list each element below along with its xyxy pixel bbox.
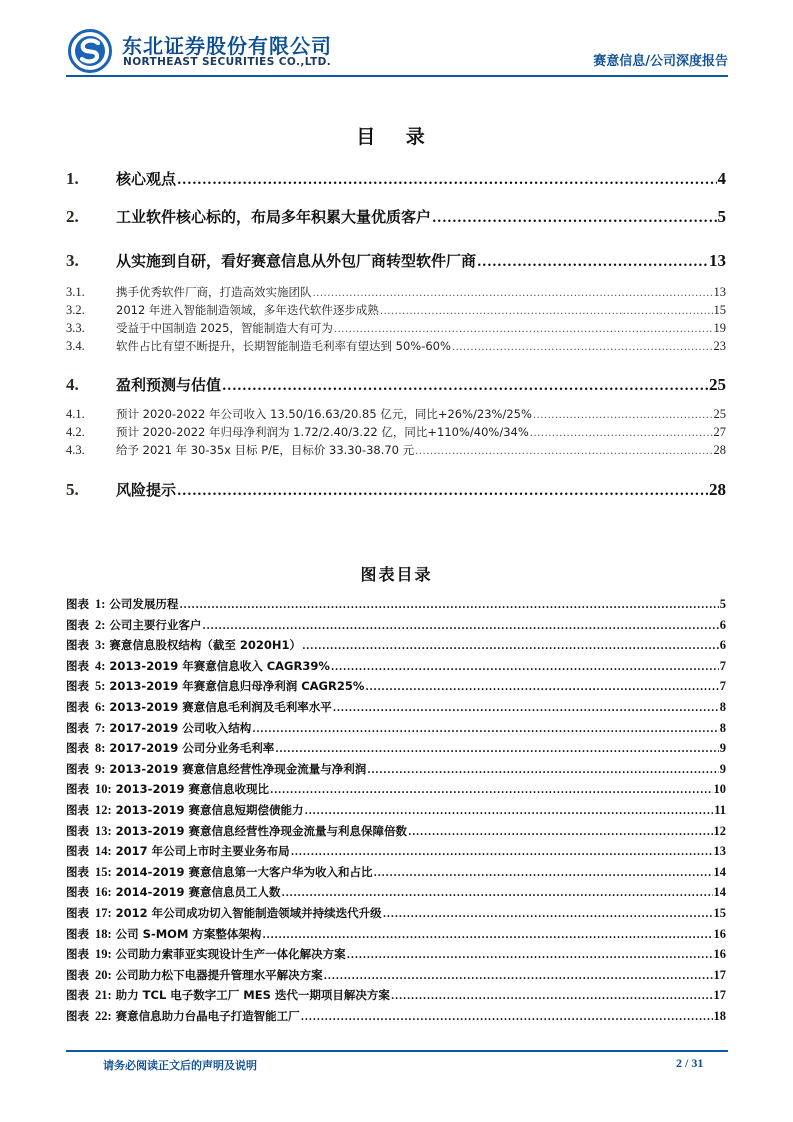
dot-leader xyxy=(452,342,713,353)
toc-entry-number: 3. xyxy=(66,251,79,270)
dot-leader xyxy=(365,682,718,693)
toc-entry-page: 27 xyxy=(713,425,726,439)
figure-label: 图表 xyxy=(66,617,89,632)
dot-leader xyxy=(415,446,712,457)
dot-leader xyxy=(179,600,718,611)
figure-entry[interactable] xyxy=(66,720,726,741)
figure-page: 16 xyxy=(713,947,726,962)
toc-entry-title: 预计 2020-2022 年公司收入 13.50/16.63/20.85 亿元，同比+26%/23%/25% xyxy=(116,407,532,421)
toc-entry-page: 19 xyxy=(713,321,726,335)
toc-entry-title: 从实施到自研，看好赛意信息从外包厂商转型软件厂商 xyxy=(116,252,477,270)
figure-entry[interactable] xyxy=(66,637,726,658)
figure-title: 助力 TCL 电子数字工厂 MES 迭代一期项目解决方案 xyxy=(115,988,390,1003)
figure-number: 22: xyxy=(95,1008,112,1023)
figure-title: 2013-2019 年赛意信息收入 CAGR39% xyxy=(109,658,330,673)
figure-number: 17: xyxy=(95,905,112,920)
dot-leader xyxy=(367,765,719,776)
figure-title: 2014-2019 赛意信息第一大客户华为收入和占比 xyxy=(115,864,373,879)
figure-page: 18 xyxy=(713,1008,726,1023)
figure-entry[interactable] xyxy=(66,781,726,802)
toc-subentry[interactable] xyxy=(66,284,726,302)
dot-leader xyxy=(275,744,719,755)
figure-number: 7: xyxy=(95,720,106,735)
figure-number: 6: xyxy=(95,699,106,714)
figure-list xyxy=(66,596,726,1028)
figure-title: 2013-2019 年赛意信息归母净利润 CAGR25% xyxy=(109,679,365,694)
dot-leader xyxy=(380,306,713,317)
figure-number: 10: xyxy=(95,782,112,797)
figure-entry[interactable] xyxy=(66,761,726,782)
dot-leader xyxy=(313,288,713,299)
toc-subentry[interactable] xyxy=(66,320,726,338)
toc-section-2 xyxy=(66,206,726,226)
toc-section-5 xyxy=(66,479,726,499)
toc-entry[interactable] xyxy=(66,168,726,188)
figure-number: 5: xyxy=(95,679,106,694)
figure-entry[interactable] xyxy=(66,987,726,1008)
figure-entry[interactable] xyxy=(66,905,726,926)
dot-leader xyxy=(301,1012,713,1023)
figure-page: 7 xyxy=(719,658,726,673)
figure-title: 赛意信息助力台晶电子打造智能工厂 xyxy=(115,1008,300,1023)
northeast-securities-logo-icon xyxy=(68,29,112,73)
page-header xyxy=(66,26,728,78)
figure-page: 10 xyxy=(713,782,726,797)
figure-title: 2014-2019 赛意信息员工人数 xyxy=(115,885,281,900)
figure-page: 8 xyxy=(719,720,726,735)
toc-entry-number: 4.1. xyxy=(66,407,85,421)
toc-entry-page: 23 xyxy=(713,339,726,353)
dot-leader xyxy=(252,724,719,735)
dot-leader xyxy=(281,888,712,899)
figure-title: 公司助力索菲亚实现设计生产一体化解决方案 xyxy=(115,947,346,962)
figure-label: 图表 xyxy=(66,1008,89,1023)
figure-title: 公司助力松下电器提升管理水平解决方案 xyxy=(115,967,323,982)
figure-number: 2: xyxy=(95,617,106,632)
toc-entry-title: 受益于中国制造 2025，智能制造大有可为 xyxy=(116,321,333,335)
figure-entry[interactable] xyxy=(66,926,726,947)
figure-entry[interactable] xyxy=(66,596,726,617)
toc-entry-page: 13 xyxy=(709,251,726,270)
page-number: 2 / 31 xyxy=(676,1056,704,1070)
toc-entry-number: 4. xyxy=(66,375,79,394)
figure-number: 16: xyxy=(95,885,112,900)
figure-page: 15 xyxy=(713,905,726,920)
dot-leader xyxy=(177,484,708,499)
figure-entry[interactable] xyxy=(66,740,726,761)
figure-label: 图表 xyxy=(66,864,89,879)
toc-entry-title: 预计 2020-2022 年归母净利润为 1.72/2.40/3.22 亿，同比+110%/40%/34% xyxy=(116,425,529,439)
dot-leader xyxy=(222,379,708,394)
figure-entry[interactable] xyxy=(66,884,726,905)
figure-number: 12: xyxy=(95,802,112,817)
dot-leader xyxy=(177,173,716,188)
figure-title: 公司 S-MOM 方案整体架构 xyxy=(115,926,262,941)
figure-entry[interactable] xyxy=(66,678,726,699)
toc-entry-title: 携手优秀软件厂商，打造高效实施团队 xyxy=(116,285,312,299)
figure-entry[interactable] xyxy=(66,802,726,823)
dot-leader xyxy=(530,428,713,439)
toc-entry[interactable] xyxy=(66,206,726,226)
figure-list-title: 图表目录 xyxy=(360,565,433,584)
dot-leader xyxy=(334,324,713,335)
figure-page: 16 xyxy=(713,926,726,941)
report-label: 赛意信息/公司深度报告 xyxy=(593,54,728,69)
figure-entry[interactable] xyxy=(66,946,726,967)
figure-entry[interactable] xyxy=(66,864,726,885)
dot-leader xyxy=(291,847,713,858)
toc-entry-page: 25 xyxy=(709,375,726,394)
toc-entry-title: 给予 2021 年 30-35x 目标 P/E，目标价 33.30-38.70 元 xyxy=(116,443,415,457)
dot-leader xyxy=(304,806,713,817)
figure-page: 9 xyxy=(719,761,726,776)
dot-leader xyxy=(432,211,716,226)
header-divider xyxy=(66,75,728,77)
figure-number: 8: xyxy=(95,741,106,756)
figure-title: 2013-2019 赛意信息毛利润及毛利率水平 xyxy=(109,699,332,714)
toc-subentry[interactable] xyxy=(66,406,726,424)
toc-subentry[interactable] xyxy=(66,424,726,442)
dot-leader xyxy=(262,930,712,941)
figure-number: 15: xyxy=(95,864,112,879)
figure-page: 12 xyxy=(713,823,726,838)
figure-page: 9 xyxy=(719,741,726,756)
figure-page: 7 xyxy=(719,679,726,694)
figure-label: 图表 xyxy=(66,823,89,838)
toc-entry-page: 15 xyxy=(713,303,726,317)
toc-entry-page: 4 xyxy=(717,169,726,188)
toc-entry-number: 2. xyxy=(66,207,79,226)
toc-entry-page: 13 xyxy=(713,285,726,299)
figure-page: 14 xyxy=(713,864,726,879)
toc-entry-page: 28 xyxy=(709,480,726,499)
toc-entry-number: 3.2. xyxy=(66,303,85,317)
figure-entry[interactable] xyxy=(66,699,726,720)
figure-entry[interactable] xyxy=(66,967,726,988)
footer-divider xyxy=(66,1050,728,1052)
toc-entry-number: 3.4. xyxy=(66,339,85,353)
figure-page: 8 xyxy=(719,699,726,714)
dot-leader xyxy=(373,868,712,879)
toc-entry[interactable] xyxy=(66,374,726,394)
figure-title: 公司发展历程 xyxy=(109,597,179,611)
toc-title: 目 录 xyxy=(356,126,437,148)
toc-entry-page: 28 xyxy=(713,443,726,457)
toc-entry-number: 4.3. xyxy=(66,443,85,457)
toc-section-4 xyxy=(66,374,726,394)
figure-label: 图表 xyxy=(66,926,89,941)
dot-leader xyxy=(391,991,713,1002)
figure-page: 11 xyxy=(714,802,726,817)
toc-entry-title: 核心观点 xyxy=(116,170,177,188)
toc-entry-page: 25 xyxy=(713,407,726,421)
figure-label: 图表 xyxy=(66,741,89,756)
figure-title: 2013-2019 赛意信息短期偿债能力 xyxy=(115,802,304,817)
figure-page: 17 xyxy=(713,988,726,1003)
toc-entry-title: 风险提示 xyxy=(116,481,177,499)
figure-label: 图表 xyxy=(66,947,89,962)
figure-title: 2013-2019 赛意信息经营性净现金流量与净利润 xyxy=(109,761,367,776)
toc-entry[interactable] xyxy=(66,479,726,499)
figure-page: 13 xyxy=(713,844,726,859)
dot-leader xyxy=(347,950,713,961)
figure-label: 图表 xyxy=(66,905,89,920)
figure-entry[interactable] xyxy=(66,1008,726,1029)
dot-leader xyxy=(477,255,708,270)
toc-subentry[interactable] xyxy=(66,338,726,356)
toc-entry-title: 工业软件核心标的，布局多年积累大量优质客户 xyxy=(116,208,432,226)
brand-name-cn: 东北证券股份有限公司 xyxy=(122,34,332,58)
figure-label: 图表 xyxy=(66,638,89,653)
toc-entry-title: 盈利预测与估值 xyxy=(116,376,222,394)
toc-entry-number: 5. xyxy=(66,480,79,499)
figure-page: 6 xyxy=(719,617,726,632)
figure-number: 14: xyxy=(95,844,112,859)
figure-label: 图表 xyxy=(66,658,89,673)
figure-label: 图表 xyxy=(66,782,89,797)
toc-entry[interactable] xyxy=(66,250,726,270)
figure-label: 图表 xyxy=(66,699,89,714)
toc-subentry[interactable] xyxy=(66,442,726,460)
brand-name-en: NORTHEAST SECURITIES CO.,LTD. xyxy=(123,56,332,68)
figure-title: 2013-2019 赛意信息经营性净现金流量与利息保障倍数 xyxy=(115,823,407,838)
toc-entry-number: 4.2. xyxy=(66,425,85,439)
figure-title: 2017 年公司上市时主要业务布局 xyxy=(115,844,290,859)
toc-subsections-4 xyxy=(66,406,726,460)
figure-entry[interactable] xyxy=(66,617,726,638)
toc-entry-number: 3.3. xyxy=(66,321,85,335)
toc-entry-number: 1. xyxy=(66,169,79,188)
figure-page: 17 xyxy=(713,967,726,982)
dot-leader xyxy=(408,827,713,838)
figure-page: 5 xyxy=(719,597,726,611)
figure-label: 图表 xyxy=(66,967,89,982)
figure-label: 图表 xyxy=(66,885,89,900)
toc-entry-number: 3.1. xyxy=(66,285,85,299)
figure-number: 18: xyxy=(95,926,112,941)
figure-number: 19: xyxy=(95,947,112,962)
toc-entry-title: 2012 年进入智能制造领域，多年迭代软件逐步成熟 xyxy=(116,303,379,317)
dot-leader xyxy=(331,662,719,673)
figure-title: 2012 年公司成功切入智能制造领域并持续迭代升级 xyxy=(115,905,382,920)
dot-leader xyxy=(333,703,719,714)
figure-entry[interactable] xyxy=(66,843,726,864)
figure-number: 20: xyxy=(95,967,112,982)
figure-number: 21: xyxy=(95,988,112,1003)
dot-leader xyxy=(302,641,719,652)
toc-subsections-3 xyxy=(66,284,726,356)
figure-label: 图表 xyxy=(66,761,89,776)
figure-entry[interactable] xyxy=(66,658,726,679)
figure-number: 4: xyxy=(95,658,106,673)
figure-title: 2013-2019 赛意信息收现比 xyxy=(115,782,269,797)
toc-subentry[interactable] xyxy=(66,302,726,320)
figure-number: 3: xyxy=(95,638,106,653)
dot-leader xyxy=(270,785,713,796)
figure-title: 2017-2019 公司收入结构 xyxy=(109,720,252,735)
figure-label: 图表 xyxy=(66,802,89,817)
toc-section-1 xyxy=(66,168,726,188)
dot-leader xyxy=(383,909,713,920)
figure-title: 公司主要行业客户 xyxy=(109,617,202,632)
figure-number: 9: xyxy=(95,761,106,776)
toc-entry-title: 软件占比有望不断提升，长期智能制造毛利率有望达到 50%-60% xyxy=(116,339,451,353)
figure-label: 图表 xyxy=(66,679,89,694)
dot-leader xyxy=(202,621,718,632)
figure-entry[interactable] xyxy=(66,823,726,844)
figure-title: 2017-2019 公司分业务毛利率 xyxy=(109,741,275,756)
figure-title: 赛意信息股权结构（截至 2020H1） xyxy=(109,638,302,653)
figure-label: 图表 xyxy=(66,720,89,735)
dot-leader xyxy=(324,971,713,982)
figure-number: 13: xyxy=(95,823,112,838)
figure-label: 图表 xyxy=(66,844,89,859)
figure-page: 6 xyxy=(719,638,726,653)
figure-label: 图表 xyxy=(66,988,89,1003)
figure-number: 1: xyxy=(95,597,106,611)
toc-entry-page: 5 xyxy=(717,207,726,226)
footer-disclaimer: 请务必阅读正文后的声明及说明 xyxy=(103,1059,257,1072)
figure-label: 图表 xyxy=(66,597,89,611)
dot-leader xyxy=(533,410,713,421)
figure-page: 14 xyxy=(713,885,726,900)
toc-section-3 xyxy=(66,250,726,270)
